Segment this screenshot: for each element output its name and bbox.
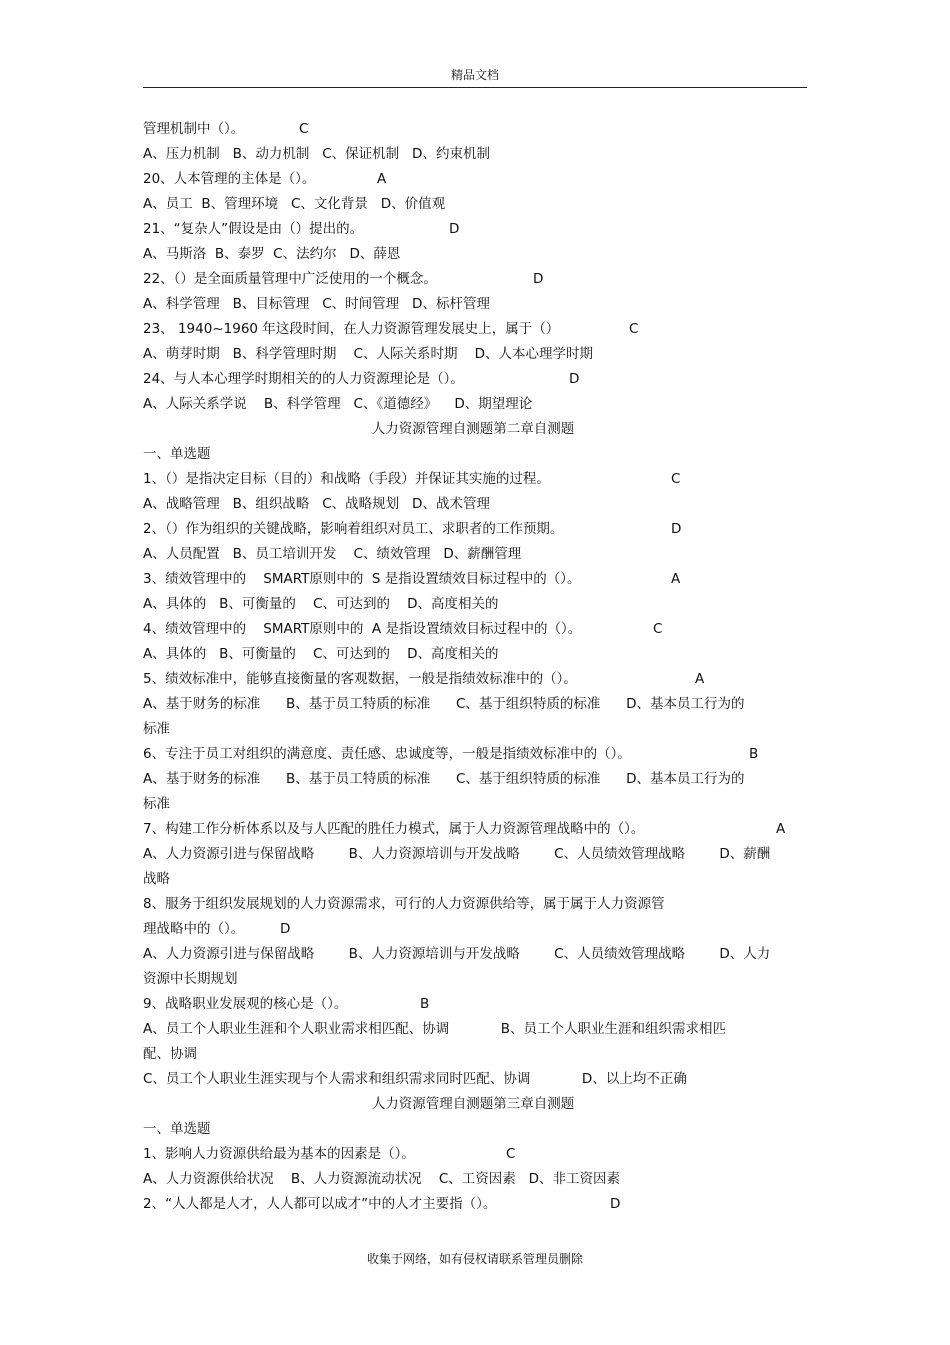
footer-text: 收集于网络，如有侵权请联系管理员删除 [366,1252,583,1266]
line-text: A、基于财务的标准 B、基于员工特质的标准 C、基于组织特质的标准 D、基本员工行为的 [143,771,745,787]
question-line [143,917,803,942]
line-text: A、基于财务的标准 B、基于员工特质的标准 C、基于组织特质的标准 D、基本员工行为的 [143,696,745,712]
text-line [143,492,803,517]
line-text: 22、（）是全面质量管理中广泛使用的一个概念。 [143,271,437,287]
answer-key: D [610,1196,621,1212]
answer-key: B [749,746,759,762]
text-line [143,692,803,717]
question-line [143,617,803,642]
line-text: 管理机制中（）。 [143,121,245,137]
answer-key: C [653,621,663,637]
section-title [143,417,803,442]
question-line [143,267,803,292]
line-text: A、战略管理 B、组织战略 C、战略规划 D、战术管理 [143,496,490,512]
question-line [143,567,803,592]
question-line [143,1142,803,1167]
answer-key: D [280,921,291,937]
line-text: A、科学管理 B、目标管理 C、时间管理 D、标杆管理 [143,296,490,312]
text-line [143,1017,803,1042]
answer-key: A [377,171,387,187]
question-line [143,217,803,242]
line-text: A、人力资源供给状况 B、人力资源流动状况 C、工资因素 D、非工资因素 [143,1171,621,1187]
line-text: A、萌芽时期 B、科学管理时期 C、人际关系时期 D、人本心理学时期 [143,346,594,362]
text-line [143,192,803,217]
line-text: A、人力资源引进与保留战略 B、人力资源培训与开发战略 C、人员绩效管理战略 D、薪酬 [143,846,771,862]
text-line [143,1167,803,1192]
text-line [143,1117,803,1142]
text-line [143,892,803,917]
line-text: 理战略中的（）。 [143,921,245,937]
text-line [143,942,803,967]
line-text: 一、单选题 [143,446,211,462]
line-text: 9、战略职业发展观的核心是（）。 [143,996,348,1012]
line-text: A、人员配置 B、员工培训开发 C、绩效管理 D、薪酬管理 [143,546,522,562]
question-line [143,117,803,142]
text-line [143,142,803,167]
line-text: 23、 1940~1960 年这段时间，在人力资源管理发展史上，属于（） [143,321,560,337]
question-line [143,742,803,767]
answer-key: B [420,996,430,1012]
question-line [143,517,803,542]
question-line [143,317,803,342]
text-line [143,542,803,567]
answer-key: D [671,521,682,537]
line-text: A、人际关系学说 B、科学管理 C、《道德经》 D、期望理论 [143,396,533,412]
page-footer [0,1251,950,1267]
line-text: 20、人本管理的主体是（）。 [143,171,316,187]
text-line [143,242,803,267]
text-line [143,717,803,742]
answer-key: C [299,121,309,137]
line-text: 人力资源管理自测题第三章自测题 [371,1096,575,1112]
text-line [143,967,803,992]
line-text: A、马斯洛 B、泰罗 C、法约尔 D、薛恩 [143,246,401,262]
line-text: A、压力机制 B、动力机制 C、保证机制 D、约束机制 [143,146,490,162]
text-line [143,767,803,792]
text-line [143,642,803,667]
line-text: 战略 [143,871,170,887]
text-line [143,867,803,892]
text-line [143,392,803,417]
line-text: A、人力资源引进与保留战略 B、人力资源培训与开发战略 C、人员绩效管理战略 D、人力 [143,946,771,962]
line-text: 7、构建工作分析体系以及与人匹配的胜任力模式，属于人力资源管理战略中的（）。 [143,821,645,837]
answer-key: A [695,671,705,687]
line-text: 5、绩效标准中，能够直接衡量的客观数据，一般是指绩效标准中的（）。 [143,671,577,687]
answer-key: C [671,471,681,487]
question-line [143,367,803,392]
line-text: C、员工个人职业生涯实现与个人需求和组织需求同时匹配、协调 D、以上均不正确 [143,1071,687,1087]
line-text: 1、（）是指决定目标（目的）和战略（手段）并保证其实施的过程。 [143,471,550,487]
line-text: 配、协调 [143,1046,197,1062]
line-text: 资源中长期规划 [143,971,238,987]
answer-key: C [629,321,639,337]
answer-key: A [671,571,681,587]
answer-key: D [533,271,544,287]
header-text: 精品文档 [450,68,499,82]
answer-key: D [569,371,580,387]
line-text: A、具体的 B、可衡量的 C、可达到的 D、高度相关的 [143,646,499,662]
line-text: 一、单选题 [143,1121,211,1137]
answer-key: A [776,821,786,837]
line-text: 1、影响人力资源供给最为基本的因素是（）。 [143,1146,415,1162]
line-text: 2、“人人都是人才，人人都可以成才”中的人才主要指（）。 [143,1196,497,1212]
line-text: 人力资源管理自测题第二章自测题 [371,421,575,437]
line-text: 24、与人本心理学时期相关的的人力资源理论是（）。 [143,371,464,387]
text-line [143,842,803,867]
text-line [143,342,803,367]
text-line [143,1042,803,1067]
question-line [143,1192,803,1217]
line-text: 21、“复杂人”假设是由（）提出的。 [143,221,364,237]
answer-key: D [449,221,460,237]
text-line [143,792,803,817]
line-text: A、具体的 B、可衡量的 C、可达到的 D、高度相关的 [143,596,499,612]
line-text: 标准 [143,721,170,737]
text-line [143,292,803,317]
text-line [143,442,803,467]
answer-key: C [506,1146,516,1162]
section-title [143,1092,803,1117]
line-text: 2、（）作为组织的关键战略，影响着组织对员工、求职者的工作预期。 [143,521,564,537]
text-line [143,1067,803,1092]
question-line [143,467,803,492]
text-line [143,592,803,617]
line-text: 6、专注于员工对组织的满意度、责任感、忠诚度等，一般是指绩效标准中的（）。 [143,746,631,762]
question-line [143,167,803,192]
line-text: 8、服务于组织发展规划的人力资源需求，可行的人力资源供给等，属于属于人力资源管 [143,896,665,912]
line-text: A、员工 B、管理环境 C、文化背景 D、价值观 [143,196,446,212]
page-header [143,66,807,88]
question-line [143,992,803,1017]
line-text: 3、绩效管理中的 SMART原则中的 S 是指设置绩效目标过程中的（）。 [143,571,581,587]
document-body [143,117,803,1217]
question-line [143,817,803,842]
question-line [143,667,803,692]
line-text: A、员工个人职业生涯和个人职业需求相匹配、协调 B、员工个人职业生涯和组织需求相匹 [143,1021,726,1037]
line-text: 标准 [143,796,170,812]
line-text: 4、绩效管理中的 SMART原则中的 A 是指设置绩效目标过程中的（）。 [143,621,582,637]
